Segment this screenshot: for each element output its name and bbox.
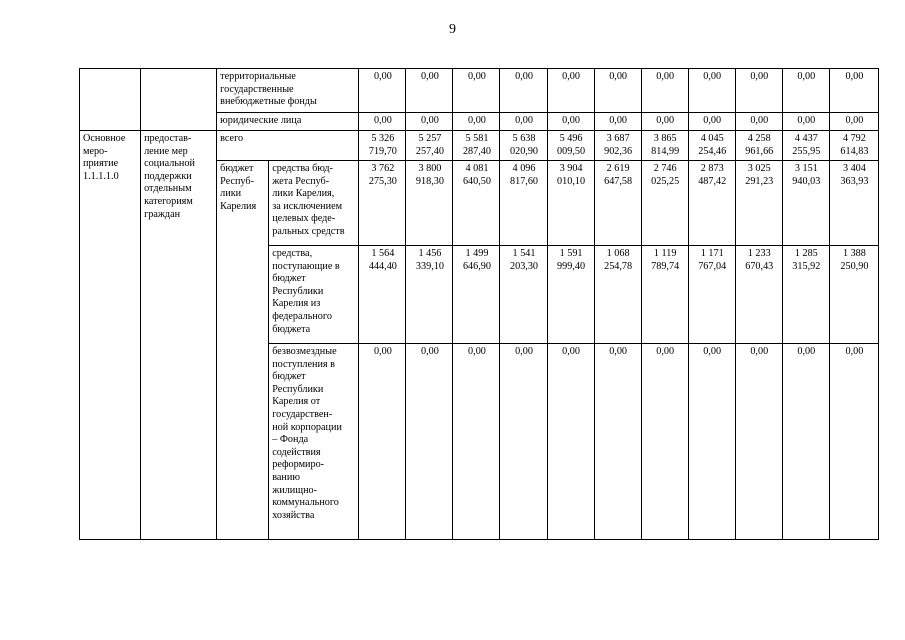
value-cell: 0,00: [782, 344, 829, 540]
value-cell: 1 591 999,40: [547, 246, 594, 344]
value-cell: 0,00: [782, 69, 829, 113]
value-cell: 0,00: [594, 113, 641, 131]
measure-cell-continued: [141, 69, 217, 131]
measure-line: социальной: [144, 158, 195, 170]
value-cell: 0,00: [406, 113, 453, 131]
value-cell: 1 499 646,90: [453, 246, 500, 344]
source-territorial-funds: территориальные государственные внебюджетные фонды: [217, 69, 359, 113]
value-cell: 5 326 719,70: [359, 131, 406, 161]
value-cell: 4 792 614,83: [829, 131, 878, 161]
value-cell: 0,00: [359, 344, 406, 540]
value-cell: 3 687 902,36: [594, 131, 641, 161]
value-cell: 0,00: [547, 344, 594, 540]
value-cell: 4 081 640,50: [453, 161, 500, 246]
value-cell: 0,00: [500, 344, 547, 540]
value-cell: 0,00: [406, 69, 453, 113]
event-line: меро-: [83, 145, 108, 157]
value-cell: 0,00: [688, 113, 735, 131]
value-cell: 0,00: [829, 344, 878, 540]
value-cell: 3 904 010,10: [547, 161, 594, 246]
measure-line: категориям: [144, 195, 193, 207]
value-cell: 0,00: [829, 113, 878, 131]
value-cell: 0,00: [547, 113, 594, 131]
value-cell: 5 638 020,90: [500, 131, 547, 161]
budget-line: Респуб-: [220, 175, 254, 187]
value-cell: 5 496 009,50: [547, 131, 594, 161]
budget-table: [79, 68, 879, 540]
value-cell: 0,00: [359, 113, 406, 131]
value-cell: 3 865 814,99: [641, 131, 688, 161]
value-cell: 0,00: [500, 69, 547, 113]
value-cell: 0,00: [688, 344, 735, 540]
value-cell: 0,00: [453, 69, 500, 113]
value-cell: 2 746 025,25: [641, 161, 688, 246]
value-cell: 5 581 287,40: [453, 131, 500, 161]
value-cell: 1 233 670,43: [735, 246, 782, 344]
event-cell: [80, 131, 141, 540]
value-cell: 0,00: [688, 69, 735, 113]
value-cell: 0,00: [500, 113, 547, 131]
budget-line: бюджет: [220, 163, 254, 174]
source-fund: безвозмездные поступления в бюджет Республики Карелия от государствен- ной корпорации – Фонда содействия реформиро- ванию жилищно- коммунального хозяйства: [269, 344, 359, 540]
source-budget-own: средства бюд- жета Респуб- лики Карелия, за исключением целевых феде- ральных средств: [269, 161, 359, 246]
value-cell: 0,00: [641, 344, 688, 540]
value-cell: 0,00: [359, 69, 406, 113]
value-cell: 0,00: [735, 344, 782, 540]
measure-line: поддержки: [144, 170, 192, 182]
value-cell: 0,00: [735, 113, 782, 131]
value-cell: 4 258 961,66: [735, 131, 782, 161]
measure-cell: [141, 131, 217, 540]
value-cell: 0,00: [453, 344, 500, 540]
value-cell: 1 541 203,30: [500, 246, 547, 344]
value-cell: 3 800 918,30: [406, 161, 453, 246]
event-line: 1.1.1.1.0: [83, 170, 119, 182]
value-cell: 3 151 940,03: [782, 161, 829, 246]
page-number: 9: [449, 22, 456, 37]
value-cell: 0,00: [594, 69, 641, 113]
value-cell: 0,00: [406, 344, 453, 540]
value-cell: 5 257 257,40: [406, 131, 453, 161]
value-cell: 1 285 315,92: [782, 246, 829, 344]
event-cell-continued: [80, 69, 141, 131]
value-cell: 0,00: [641, 69, 688, 113]
value-cell: 0,00: [735, 69, 782, 113]
source-legal-entities: юридические лица: [217, 113, 359, 131]
value-cell: 4 437 255,95: [782, 131, 829, 161]
value-cell: 0,00: [641, 113, 688, 131]
table-body: [80, 69, 879, 540]
budget-line: Карелия: [220, 200, 257, 212]
value-cell: 0,00: [782, 113, 829, 131]
value-cell: 3 025 291,23: [735, 161, 782, 246]
measure-line: ление мер: [144, 145, 188, 157]
event-line: приятие: [83, 158, 119, 170]
value-cell: 0,00: [829, 69, 878, 113]
table-row-territorial-funds: [80, 69, 879, 113]
value-cell: 1 388 250,90: [829, 246, 878, 344]
value-cell: 1 068 254,78: [594, 246, 641, 344]
value-cell: 4 045 254,46: [688, 131, 735, 161]
value-cell: 1 456 339,10: [406, 246, 453, 344]
value-cell: 1 171 767,04: [688, 246, 735, 344]
event-line: Основное: [83, 133, 126, 144]
value-cell: 1 119 789,74: [641, 246, 688, 344]
table-row-total: [80, 131, 879, 161]
budget-line: лики: [220, 188, 242, 200]
measure-line: предостав-: [144, 133, 192, 144]
value-cell: 0,00: [594, 344, 641, 540]
value-cell: 4 096 817,60: [500, 161, 547, 246]
value-cell: 0,00: [453, 113, 500, 131]
value-cell: 2 619 647,58: [594, 161, 641, 246]
value-cell: 3 762 275,30: [359, 161, 406, 246]
value-cell: 3 404 363,93: [829, 161, 878, 246]
source-total: всего: [217, 131, 359, 161]
measure-line: отдельным: [144, 183, 192, 195]
source-federal: средства, поступающие в бюджет Республики Карелия из федерального бюджета: [269, 246, 359, 344]
value-cell: 1 564 444,40: [359, 246, 406, 344]
value-cell: 0,00: [547, 69, 594, 113]
value-cell: 2 873 487,42: [688, 161, 735, 246]
budget-cell: [217, 161, 269, 540]
measure-line: граждан: [144, 208, 181, 220]
